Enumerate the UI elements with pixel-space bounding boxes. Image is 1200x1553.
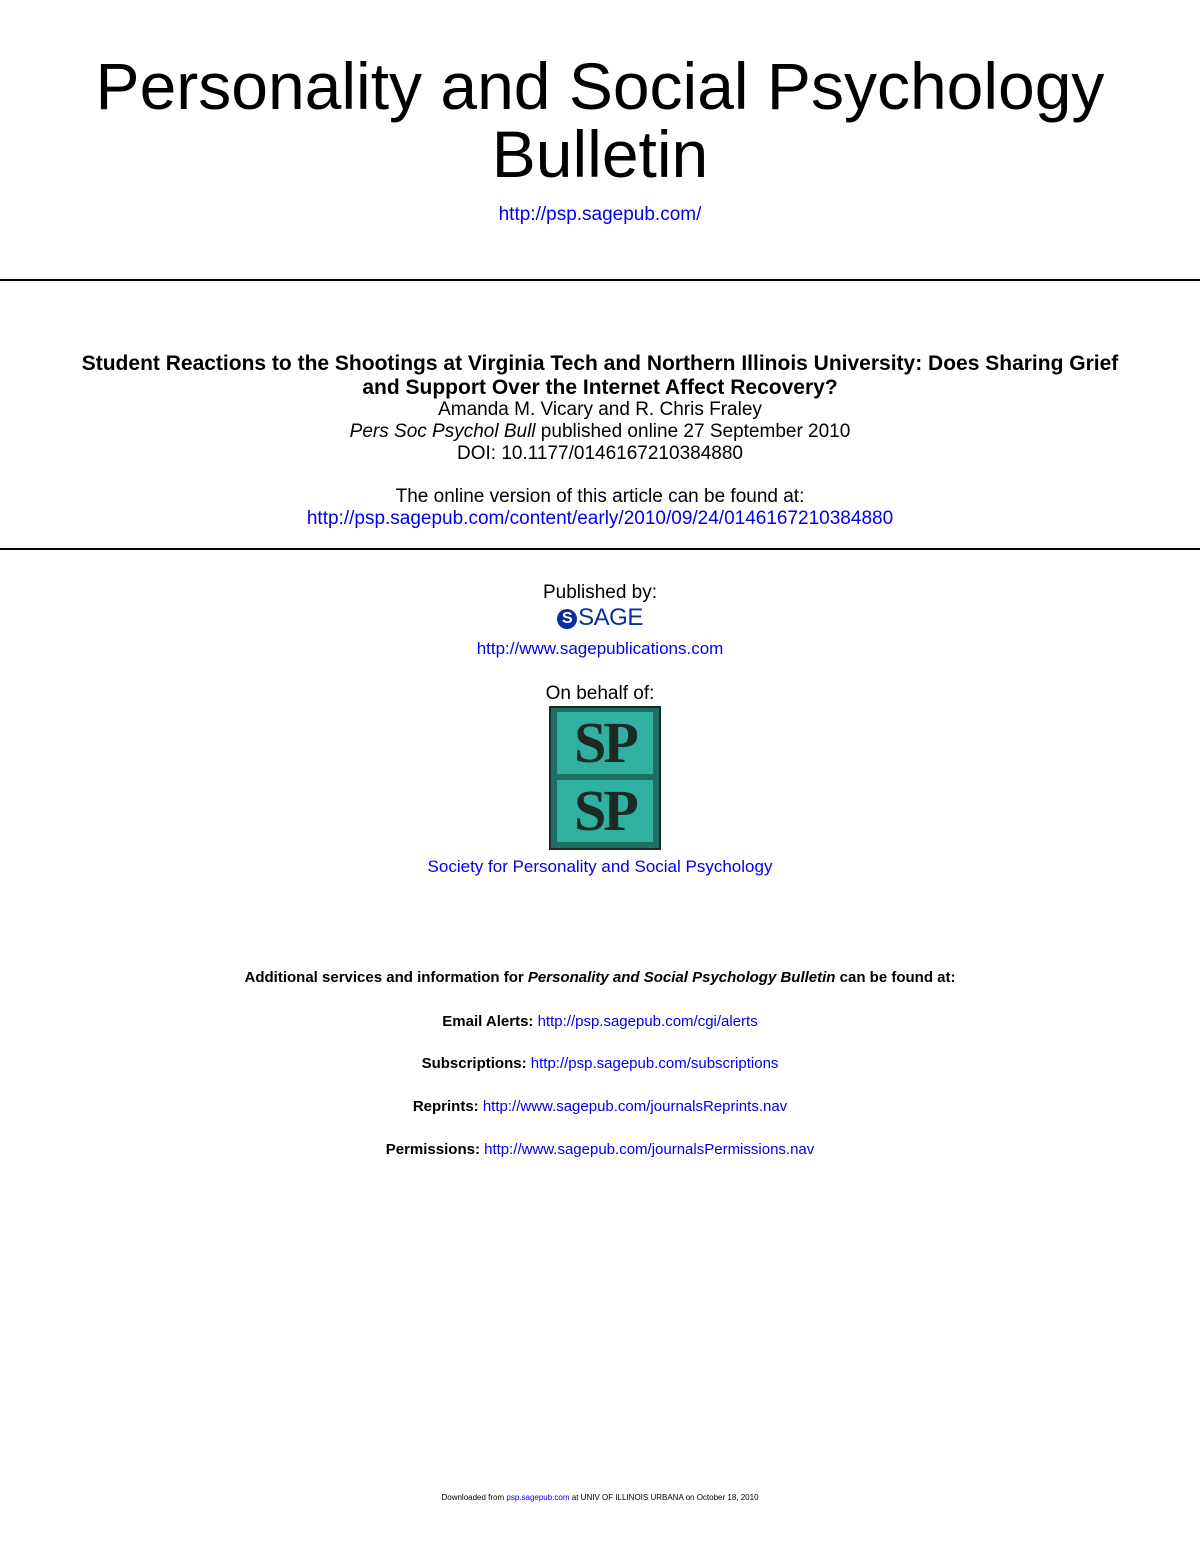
article-title — [0, 352, 1200, 400]
online-version-link[interactable]: http://psp.sagepub.com/content/early/2010/09/24/0146167210384880 — [306, 508, 894, 529]
download-footer — [0, 1493, 1200, 1502]
services-intro-suffix: can be found at: — [835, 969, 956, 986]
on-behalf-label: On behalf of: — [545, 683, 655, 704]
permissions-row — [0, 1141, 1200, 1158]
article-title-line2: and Support Over the Internet Affect Recovery? — [362, 376, 838, 399]
publisher-url-row — [0, 639, 1200, 659]
society-row — [0, 857, 1200, 877]
subscriptions-row — [0, 1055, 1200, 1072]
journal-title-line1: Personality and Social Psychology — [95, 49, 1105, 123]
journal-url-link[interactable]: http://psp.sagepub.com/ — [498, 204, 702, 225]
email-alerts-row — [0, 1013, 1200, 1030]
services-intro-prefix: Additional services and information for — [244, 969, 528, 986]
reprints-link[interactable]: http://www.sagepub.com/journalsReprints.nav — [482, 1098, 788, 1115]
services-intro — [0, 969, 1200, 986]
subscriptions-label: Subscriptions: — [421, 1055, 531, 1072]
society-name-link[interactable]: Society for Personality and Social Psychology — [427, 857, 773, 876]
sage-logo — [0, 604, 1200, 632]
journal-url-row — [0, 204, 1200, 226]
reprints-row — [0, 1098, 1200, 1115]
email-alerts-label: Email Alerts: — [442, 1013, 538, 1030]
top-divider — [0, 279, 1200, 281]
publication-line — [0, 421, 1200, 443]
online-version-row — [0, 508, 1200, 530]
spsp-logo-bottom: SP — [557, 780, 653, 842]
article-title-line1: Student Reactions to the Shootings at Virginia Tech and Northern Illinois University: Does Sharing Grief — [81, 352, 1119, 375]
spsp-logo-top: SP — [557, 712, 653, 774]
published-date: published online 27 September 2010 — [535, 421, 851, 442]
publisher-url-link[interactable]: http://www.sagepublications.com — [476, 639, 724, 658]
published-by-label: Published by: — [542, 582, 658, 603]
spsp-logo — [549, 706, 661, 850]
reprints-label: Reprints: — [412, 1098, 483, 1115]
middle-divider — [0, 548, 1200, 550]
footer-prefix: Downloaded from — [441, 1493, 507, 1502]
journal-abbreviation: Pers Soc Psychol Bull — [349, 421, 536, 442]
sage-logo-icon: S — [557, 609, 577, 629]
article-doi: DOI: 10.1177/0146167210384880 — [457, 443, 743, 464]
online-version-label: The online version of this article can be found at: — [395, 486, 805, 507]
permissions-label: Permissions: — [385, 1141, 485, 1158]
journal-title — [0, 49, 1200, 191]
journal-title-line2: Bulletin — [491, 117, 709, 191]
footer-link[interactable]: psp.sagepub.com — [506, 1493, 570, 1502]
footer-suffix: at UNIV OF ILLINOIS URBANA on October 18, 2010 — [569, 1493, 759, 1502]
sage-logo-text: SAGE — [578, 604, 643, 631]
permissions-link[interactable]: http://www.sagepub.com/journalsPermissions.nav — [484, 1141, 815, 1158]
services-intro-journal: Personality and Social Psychology Bulletin — [527, 969, 836, 986]
subscriptions-link[interactable]: http://psp.sagepub.com/subscriptions — [530, 1055, 779, 1072]
email-alerts-link[interactable]: http://psp.sagepub.com/cgi/alerts — [537, 1013, 758, 1030]
article-authors: Amanda M. Vicary and R. Chris Fraley — [438, 399, 762, 420]
